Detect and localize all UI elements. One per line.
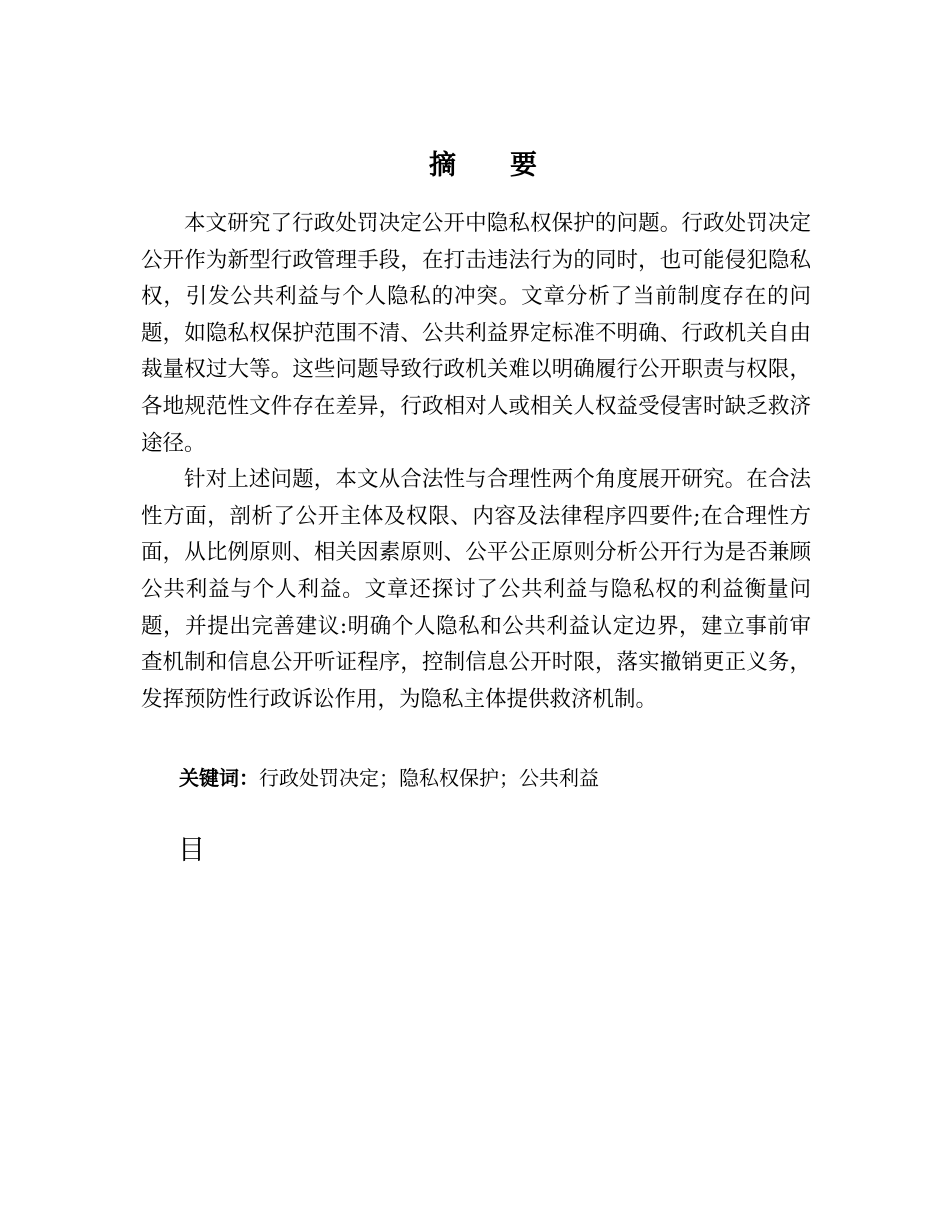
abstract-paragraph-1: 本文研究了行政处罚决定公开中隐私权保护的问题。行政处罚决定公开作为新型行政管理手段，在打击违法行为的同时，也可能侵犯隐私权，引发公共利益与个人隐私的冲突。文章分析了当前制度存在的问题，如隐私权保护范围不清、公共利益界定标准不明确、行政机关自由裁量权过大等。这些问题导致行政机关难以明确履行公开职责与权限，各地规范性文件存在差异，行政相对人或相关人权益受侵害时缺乏救济途径。 [141,211,811,456]
abstract-paragraph-2: 针对上述问题，本文从合法性与合理性两个角度展开研究。在合法性方面，剖析了公开主体及权限、内容及法律程序四要件;在合理性方面，从比例原则、相关因素原则、公平公正原则分析公开行为是否兼顾公共利益与个人利益。文章还探讨了公共利益与隐私权的利益衡量问题，并提出完善建议:明确个人隐私和公共利益认定边界，建立事前审查机制和信息公开听证程序，控制信息公开时限，落实撤销更正义务，发挥预防性行政诉讼作用，为隐私主体提供救济机制。 [141,467,811,712]
keywords-label: 关键词： [179,766,259,790]
toc-heading: 目 [178,835,205,866]
abstract-body [141,206,811,718]
abstract-title-char-1: 摘 [429,150,456,181]
keywords-value: 行政处罚决定；隐私权保护；公共利益 [259,766,599,790]
abstract-title [0,146,950,186]
keywords-line [179,762,599,794]
abstract-title-char-2: 要 [510,150,537,181]
